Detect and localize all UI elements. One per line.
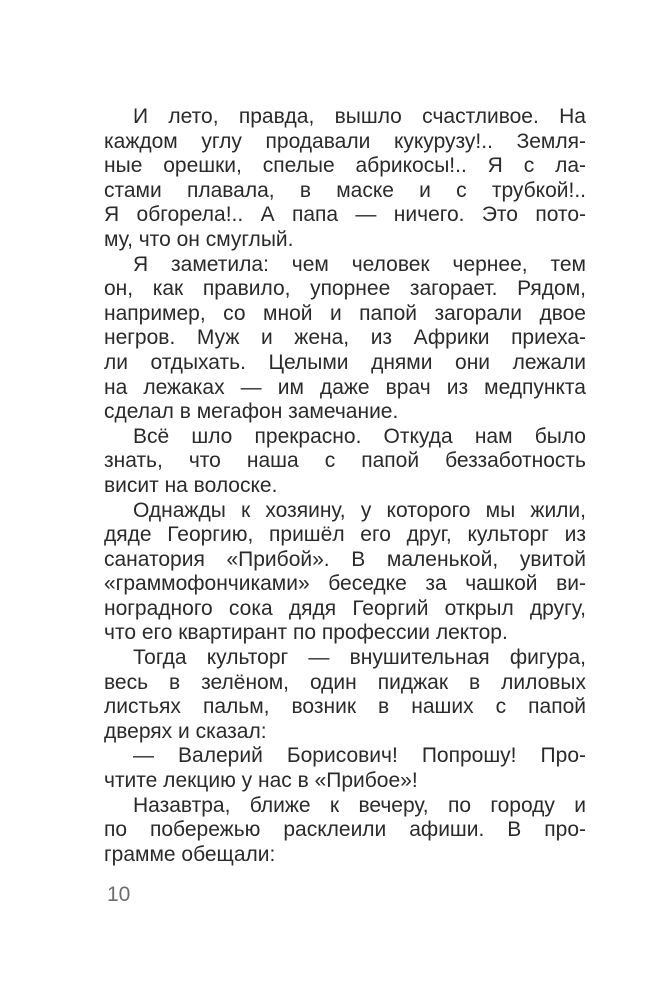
text-line: Назавтра, ближе к вечеру, по городу и	[133, 793, 586, 817]
body-text	[104, 105, 586, 867]
text-line: чтите лекцию у нас в «Прибое»!	[104, 769, 418, 793]
text-line: весь в зелёном, один пиджак в лиловых	[104, 670, 586, 694]
text-line: листьях пальм, возник в наших с папой	[104, 695, 586, 719]
text-line: Я обгорела!.. А папа — ничего. Это пото-	[104, 203, 586, 227]
text-line: дяде Георгию, пришёл его друг, культорг из	[104, 523, 586, 547]
text-line: — Валерий Борисович! Попрошу! Про-	[133, 744, 586, 768]
text-line: каждом углу продавали кукурузу!.. Земля-	[104, 129, 586, 153]
text-line: му, что он смуглый.	[104, 227, 294, 251]
text-line: стами плавала, в маске и с трубкой!..	[104, 178, 586, 202]
text-line: ноградного сока дядя Георгий открыл другу,	[104, 596, 586, 620]
text-line: санатория «Прибой». В маленькой, увитой	[104, 547, 586, 571]
text-line: знать, что наша с папой беззаботность	[104, 449, 586, 473]
text-line: сделал в мегафон замечание.	[104, 400, 399, 424]
text-line: ли отдыхать. Целыми днями они лежали	[104, 350, 586, 374]
text-line: «граммофончиками» беседке за чашкой ви-	[104, 572, 586, 596]
text-line: дверях и сказал:	[104, 719, 267, 743]
text-line: И лето, правда, вышло счастливое. На	[133, 105, 586, 128]
text-line: негров. Муж и жена, из Африки приеха-	[104, 326, 586, 350]
page-number: 10	[107, 883, 131, 906]
text-line: что его квартирант по профессии лектор.	[104, 621, 508, 645]
text-line: висит на волоске.	[104, 473, 278, 497]
text-line: на лежаках — им даже врач из медпункта	[104, 375, 586, 399]
text-line: например, со мной и папой загорали двое	[104, 301, 586, 325]
text-line: ные орешки, спелые абрикосы!.. Я с ла-	[104, 154, 586, 178]
text-line: грамме обещали:	[104, 842, 276, 866]
text-line: Однажды к хозяину, у которого мы жили,	[133, 498, 586, 522]
text-line: Я заметила: чем человек чернее, тем	[133, 252, 586, 276]
text-line: Тогда культорг — внушительная фигура,	[133, 646, 586, 670]
text-line: Всё шло прекрасно. Откуда нам было	[133, 424, 586, 448]
text-line: он, как правило, упорнее загорает. Рядом,	[104, 277, 586, 301]
text-line: по побережью расклеили афиши. В про-	[104, 818, 586, 842]
